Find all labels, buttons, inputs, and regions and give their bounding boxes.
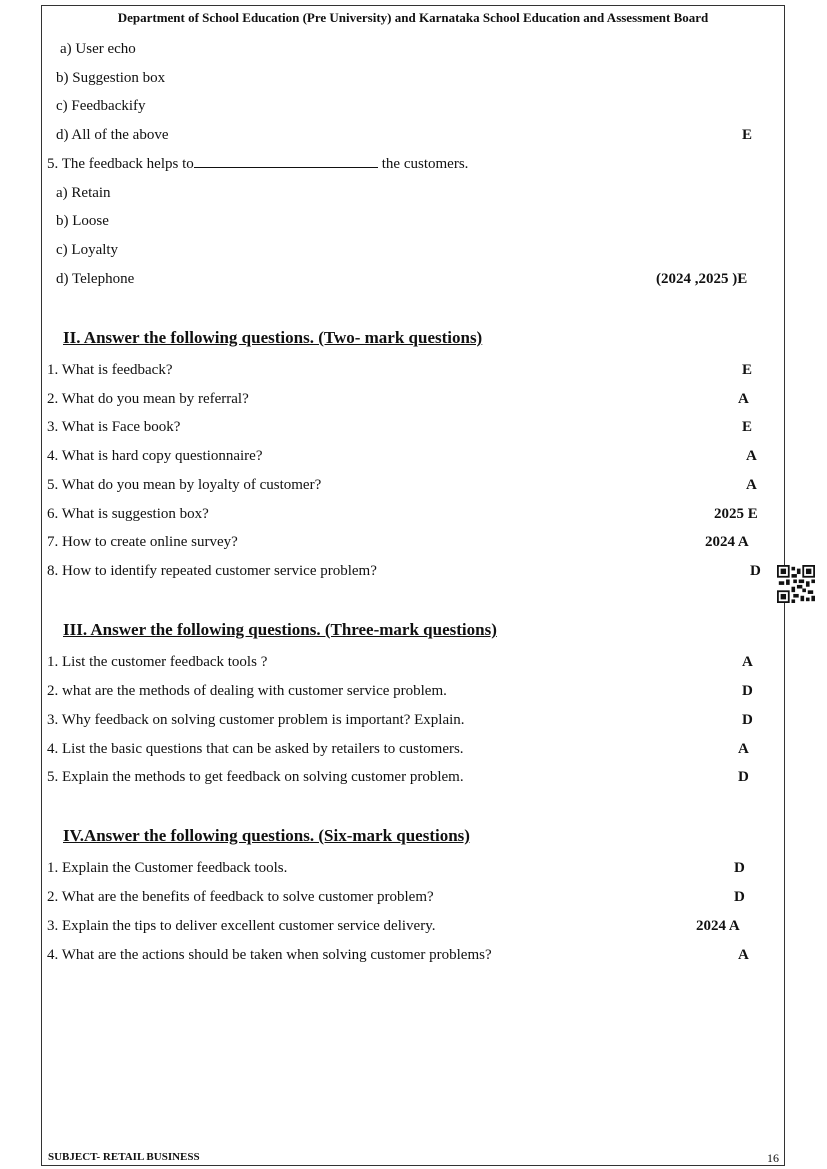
s2-mark: A: [738, 391, 749, 407]
q4-option-d: d) All of the above: [56, 127, 169, 143]
q5-mark: (2024 ,2025 )E: [656, 271, 748, 287]
section-2-title: II. Answer the following questions. (Two- mark questions): [63, 328, 483, 347]
q5-option-d: d) Telephone: [56, 271, 135, 287]
s3-mark: A: [742, 654, 753, 670]
s2-question: 3. What is Face book?: [47, 419, 181, 435]
q5-text-before: 5. The feedback helps to: [47, 156, 194, 172]
s4-mark: A: [738, 947, 749, 963]
s2-mark: E: [742, 419, 753, 435]
q5-blank: [194, 166, 378, 168]
s3-question: 3. Why feedback on solving customer problem is important? Explain.: [47, 712, 465, 728]
s3-question: 5. Explain the methods to get feedback on solving customer problem.: [47, 769, 464, 785]
s4-mark: D: [734, 889, 745, 905]
s2-mark: 2025 E: [714, 506, 758, 522]
s2-mark: A: [746, 448, 757, 464]
page-header: Department of School Education (Pre University) and Karnataka School Education and Assessment Board: [117, 10, 709, 25]
section-3-title: III. Answer the following questions. (Three-mark questions): [63, 620, 497, 639]
page-border: [41, 5, 785, 1166]
q4-option-c: c) Feedbackify: [56, 98, 146, 114]
qr-code-icon: [777, 565, 815, 603]
s3-mark: D: [738, 769, 749, 785]
s3-mark: A: [738, 741, 749, 757]
q5-option-b: b) Loose: [56, 213, 109, 229]
page-number: 16: [767, 1151, 779, 1165]
s2-question: 5. What do you mean by loyalty of customer?: [47, 477, 322, 493]
q4-option-a: a) User echo: [60, 41, 136, 57]
s4-mark: 2024 A: [696, 918, 740, 934]
q5-question: [47, 156, 468, 173]
s2-mark: 2024 A: [705, 534, 749, 550]
s2-question: 4. What is hard copy questionnaire?: [47, 448, 263, 464]
s4-question: 1. Explain the Customer feedback tools.: [47, 860, 288, 876]
q4-option-b: b) Suggestion box: [56, 70, 166, 86]
q5-option-a: a) Retain: [56, 185, 111, 201]
s2-question: 6. What is suggestion box?: [47, 506, 209, 522]
footer-subject: SUBJECT- RETAIL BUSINESS: [48, 1151, 200, 1163]
s4-question: 2. What are the benefits of feedback to solve customer problem?: [47, 889, 434, 905]
s4-question: 4. What are the actions should be taken when solving customer problems?: [47, 947, 492, 963]
s3-question: 2. what are the methods of dealing with customer service problem.: [47, 683, 447, 699]
s2-question: 7. How to create online survey?: [47, 534, 238, 550]
section-4-title: IV.Answer the following questions. (Six-mark questions): [63, 826, 470, 845]
s3-question: 4. List the basic questions that can be asked by retailers to customers.: [47, 741, 464, 757]
q4-mark: E: [742, 127, 753, 143]
s3-mark: D: [742, 683, 753, 699]
s4-mark: D: [734, 860, 745, 876]
s2-mark: A: [746, 477, 757, 493]
s2-mark: D: [750, 563, 761, 579]
s2-question: 1. What is feedback?: [47, 362, 173, 378]
q5-option-c: c) Loyalty: [56, 242, 119, 258]
q5-text-after: the customers.: [381, 156, 469, 172]
s2-question: 8. How to identify repeated customer service problem?: [47, 563, 377, 579]
s4-question: 3. Explain the tips to deliver excellent customer service delivery.: [47, 918, 436, 934]
s2-question: 2. What do you mean by referral?: [47, 391, 249, 407]
s3-mark: D: [742, 712, 753, 728]
s3-question: 1. List the customer feedback tools ?: [47, 654, 268, 670]
s2-mark: E: [742, 362, 753, 378]
